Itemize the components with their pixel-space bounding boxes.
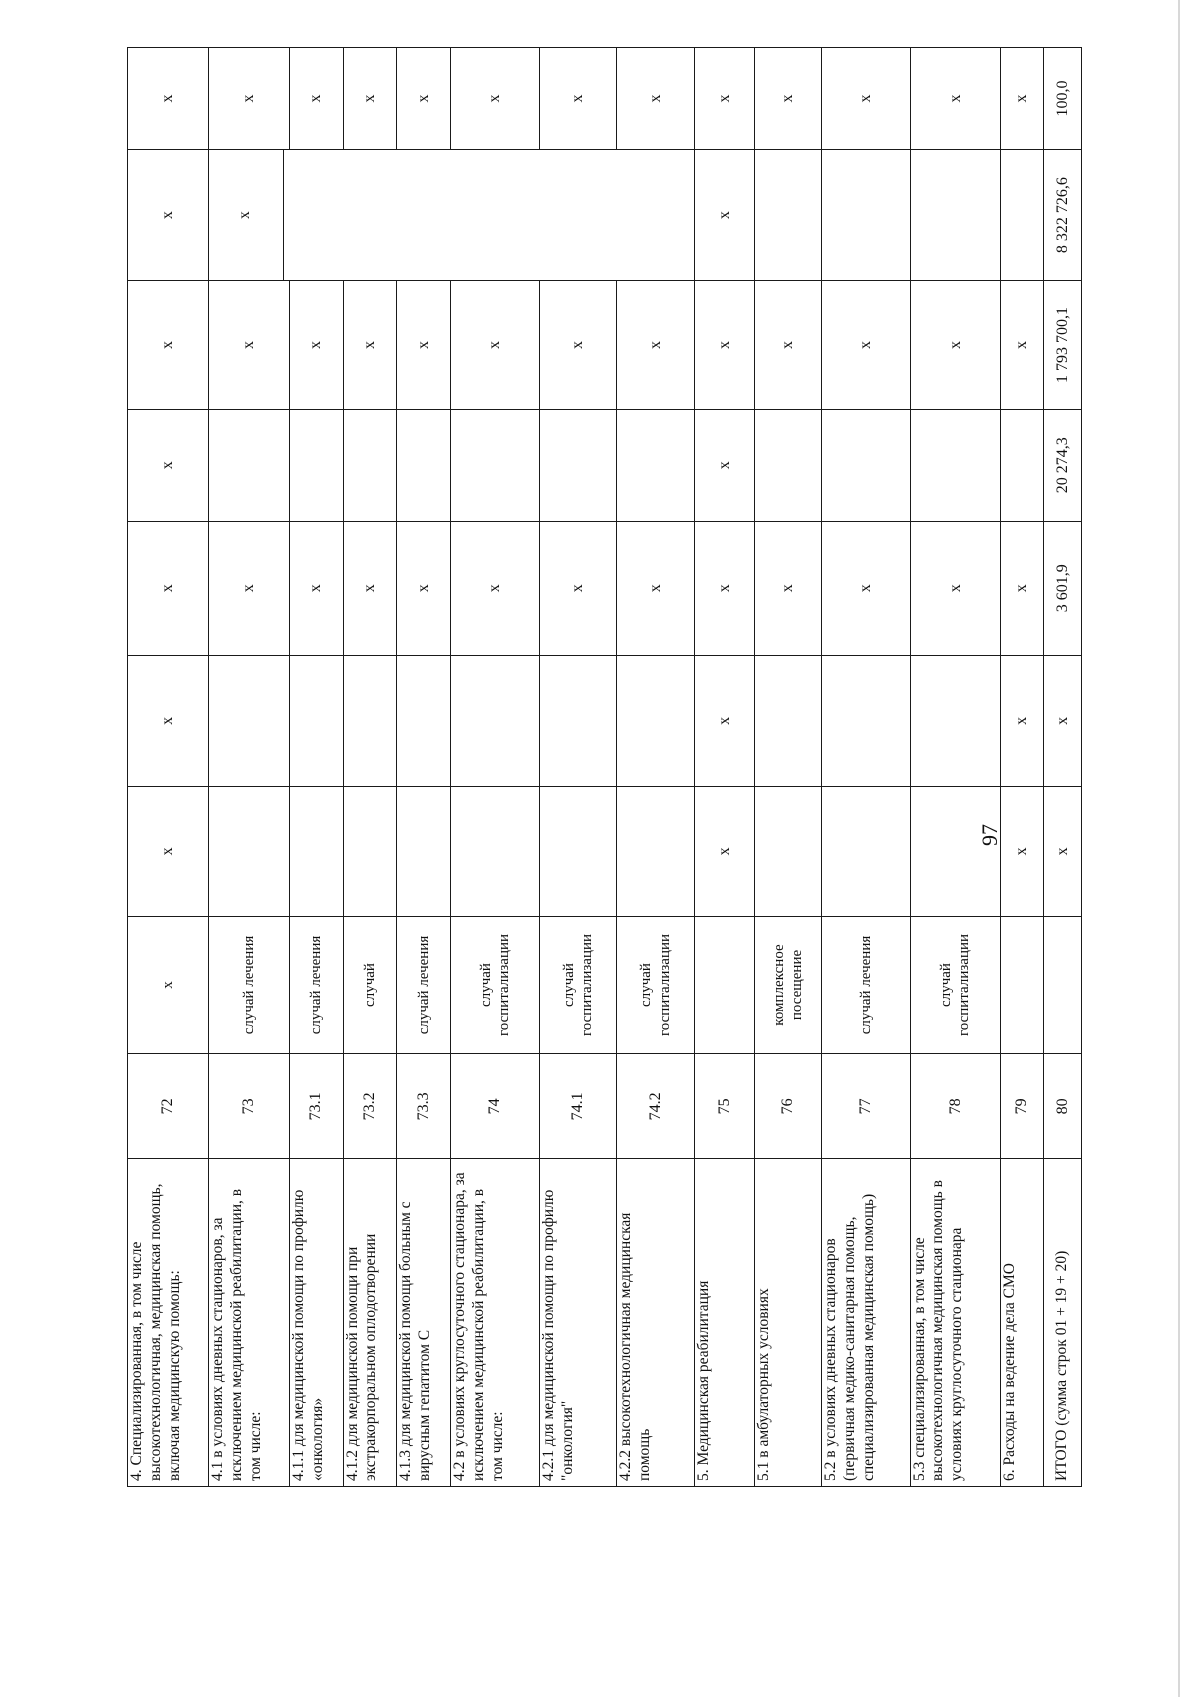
- value-cell: х: [539, 48, 617, 150]
- unit-of-measure: случай: [343, 916, 397, 1053]
- value-cell: х: [755, 48, 822, 150]
- value-cell: [617, 409, 695, 521]
- row-name: 4. Специализированная, в том числе высокотехнологичная, медицинская помощь, включая медицинскую помощь:: [128, 1159, 209, 1487]
- value-cell: [755, 655, 822, 786]
- total-value-cell: 20 274,3: [1044, 409, 1082, 521]
- row-number: 78: [910, 1054, 1001, 1159]
- value-cell: х: [289, 521, 343, 655]
- value-cell: [755, 409, 822, 521]
- unit-of-measure: случай лечения: [208, 916, 289, 1053]
- row-name: 4.2.1 для медицинской помощи по профилю "онкология": [539, 1159, 617, 1487]
- table-row: [1001, 48, 1044, 1487]
- value-cell: х: [694, 48, 754, 150]
- value-cell: [289, 409, 343, 521]
- row-number: 73.3: [397, 1054, 451, 1159]
- value-cell: х: [451, 48, 539, 150]
- total-value-cell: х: [1044, 786, 1082, 916]
- value-cell: х: [451, 281, 539, 410]
- row-number: 77: [822, 1054, 910, 1159]
- value-cell: [617, 655, 695, 786]
- value-cell: [208, 786, 289, 916]
- unit-of-measure: х: [128, 916, 209, 1053]
- value-cell: [755, 786, 822, 916]
- value-cell: [208, 409, 289, 521]
- value-cell: [539, 409, 617, 521]
- value-cell: х: [910, 281, 1001, 410]
- value-cell: [208, 655, 289, 786]
- row-name: 5.3 специализированная, в том числе высокотехнологичная медицинская помощь в условиях круглосуточного стационара: [910, 1159, 1001, 1487]
- value-cell: х: [539, 281, 617, 410]
- value-cell: х: [694, 281, 754, 410]
- value-cell: х: [910, 521, 1001, 655]
- table-row: [208, 48, 289, 1487]
- value-cell: [617, 786, 695, 916]
- value-cell: х: [208, 521, 289, 655]
- value-cell: х: [128, 48, 209, 150]
- unit-of-measure: случай госпитализации: [910, 916, 1001, 1053]
- value-cell: [343, 409, 397, 521]
- total-value-cell: х: [1044, 655, 1082, 786]
- row-name: 4.1.3 для медицинской помощи больным с вирусным гепатитом С: [397, 1159, 451, 1487]
- value-cell: х: [128, 521, 209, 655]
- unit-of-measure: [1001, 916, 1044, 1053]
- table-row: [755, 48, 822, 1487]
- value-cell: х: [694, 150, 754, 281]
- total-value-cell: 3 601,9: [1044, 521, 1082, 655]
- value-cell: х: [397, 521, 451, 655]
- total-value-cell: 8 322 726,6: [1044, 150, 1082, 281]
- row-number: 76: [755, 1054, 822, 1159]
- table-row: [128, 48, 209, 1487]
- unit-of-measure: случай госпитализации: [451, 916, 539, 1053]
- value-cell: х: [694, 409, 754, 521]
- value-cell: [910, 150, 1001, 281]
- total-value-cell: 1 793 700,1: [1044, 281, 1082, 410]
- value-cell: х: [1001, 48, 1044, 150]
- value-cell: х: [343, 48, 397, 150]
- value-cell: х: [128, 150, 209, 281]
- value-cell: [755, 150, 822, 281]
- value-cell: [343, 786, 397, 916]
- value-cell: [343, 655, 397, 786]
- row-name: 4.1.1 для медицинской помощи по профилю «онкология»: [289, 1159, 343, 1487]
- row-name: 4.1 в условиях дневных стационаров, за исключением медицинской реабилитации, в том числе:: [208, 1159, 289, 1487]
- value-cell: х: [1001, 521, 1044, 655]
- row-name: 5.2 в условиях дневных стационаров (первичная медико-санитарная помощь, специализированная медицинская помощь): [822, 1159, 910, 1487]
- value-cell: [289, 786, 343, 916]
- value-cell: х: [128, 281, 209, 410]
- page-number: 97: [977, 824, 1002, 846]
- value-cell: [910, 409, 1001, 521]
- row-number: 73: [208, 1054, 289, 1159]
- row-name: 4.1.2 для медицинской помощи при экстракорпоральном оплодотворении: [343, 1159, 397, 1487]
- value-cell: х: [343, 281, 397, 410]
- value-cell: х: [451, 521, 539, 655]
- row-name: 5. Медицинская реабилитация: [694, 1159, 754, 1487]
- value-cell: х: [289, 281, 343, 410]
- value-cell: [822, 786, 910, 916]
- unit-of-measure: [1044, 916, 1082, 1053]
- value-cell: [397, 409, 451, 521]
- total-value-cell: 100,0: [1044, 48, 1082, 150]
- row-name: 6. Расходы на ведение дела СМО: [1001, 1159, 1044, 1487]
- total-row-name: ИТОГО (сумма строк 01 + 19 + 20): [1044, 1159, 1082, 1487]
- table-row: [694, 48, 754, 1487]
- unit-of-measure: комплексное посещение: [755, 916, 822, 1053]
- row-number: 73.1: [289, 1054, 343, 1159]
- value-cell: [289, 655, 343, 786]
- value-cell: х: [208, 281, 289, 410]
- value-cell: [822, 150, 910, 281]
- value-cell: [910, 655, 1001, 786]
- value-cell: х: [128, 655, 209, 786]
- unit-of-measure: случай лечения: [289, 916, 343, 1053]
- table-row: [822, 48, 910, 1487]
- value-cell: [1001, 409, 1044, 521]
- table-row: [910, 48, 1001, 1487]
- unit-of-measure: случай госпитализации: [617, 916, 695, 1053]
- value-cell: х: [397, 281, 451, 410]
- value-cell: [822, 409, 910, 521]
- value-cell: х: [128, 409, 209, 521]
- value-cell: [451, 655, 539, 786]
- row-name: 4.2.2 высокотехнологичная медицинская помощь: [617, 1159, 695, 1487]
- value-cell: [451, 786, 539, 916]
- row-name: 5.1 в амбулаторных условиях: [755, 1159, 822, 1487]
- row-number: 73.2: [343, 1054, 397, 1159]
- scan-edge: [1178, 0, 1180, 1697]
- value-cell: х: [910, 48, 1001, 150]
- value-cell: х: [694, 521, 754, 655]
- value-cell: [397, 786, 451, 916]
- row-number: 74: [451, 1054, 539, 1159]
- unit-of-measure: [694, 916, 754, 1053]
- value-cell: х: [822, 281, 910, 410]
- row-number: 75: [694, 1054, 754, 1159]
- value-cell: [451, 409, 539, 521]
- value-cell: х: [397, 48, 451, 150]
- value-cell: х: [209, 150, 284, 280]
- row-number: 74.2: [617, 1054, 695, 1159]
- value-cell: х: [617, 281, 695, 410]
- value-cell: [1001, 150, 1044, 281]
- value-cell: [397, 655, 451, 786]
- value-cell: х: [694, 786, 754, 916]
- row-number: 79: [1001, 1054, 1044, 1159]
- value-cell: х: [755, 281, 822, 410]
- value-cell: х: [694, 655, 754, 786]
- value-cell: х: [1001, 786, 1044, 916]
- value-cell: х: [128, 786, 209, 916]
- value-cell: [539, 786, 617, 916]
- value-cell: х: [539, 521, 617, 655]
- value-cell: х: [1001, 655, 1044, 786]
- value-cell: [539, 655, 617, 786]
- value-cell: х: [343, 521, 397, 655]
- row-number: 74.1: [539, 1054, 617, 1159]
- value-cell: х: [1001, 281, 1044, 410]
- value-cell: х: [617, 521, 695, 655]
- value-cell: х: [289, 48, 343, 150]
- value-cell: х: [822, 521, 910, 655]
- value-cell: х: [208, 48, 289, 150]
- row-number: 80: [1044, 1054, 1082, 1159]
- row-name: 4.2 в условиях круглосуточного стационара, за исключением медицинской реабилитации, в том числе:: [451, 1159, 539, 1487]
- row-number: 72: [128, 1054, 209, 1159]
- unit-of-measure: случай лечения: [397, 916, 451, 1053]
- unit-of-measure: случай госпитализации: [539, 916, 617, 1053]
- value-cell: х: [822, 48, 910, 150]
- merged-cell: [208, 150, 694, 281]
- rotated-table-page: [127, 47, 1082, 1487]
- value-cell: х: [755, 521, 822, 655]
- value-cell: х: [617, 48, 695, 150]
- total-row: [1044, 48, 1082, 1487]
- unit-of-measure: случай лечения: [822, 916, 910, 1053]
- empty-merged-cell: [284, 150, 694, 280]
- value-cell: [822, 655, 910, 786]
- expenditure-table: [127, 47, 1082, 1487]
